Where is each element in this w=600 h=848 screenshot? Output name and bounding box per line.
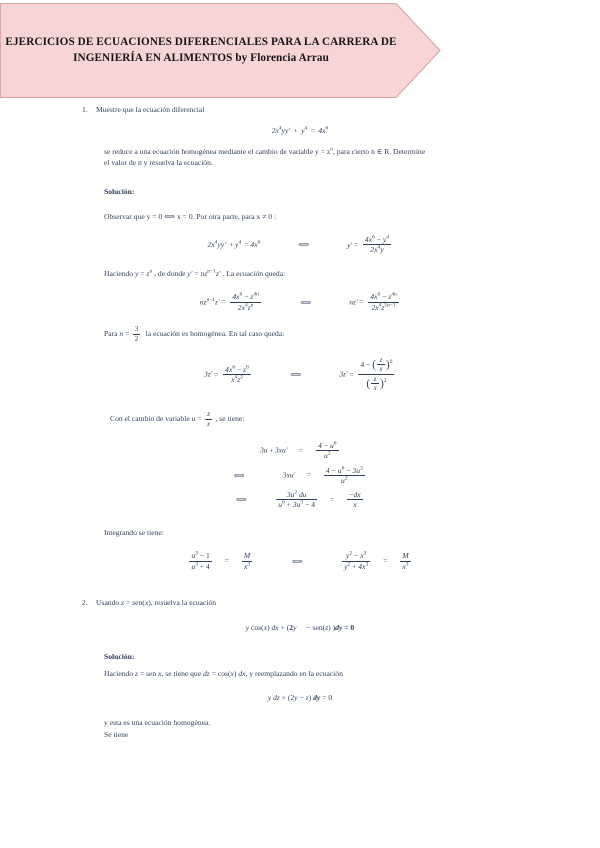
document-body [0,104,600,741]
problem-1-line-2: Para n = $\frac{3}{2}$ la ecuación es homogénea. En tal caso queda: [104,325,285,343]
problem-2-solucion-label: Solución: [104,651,135,661]
problem-1-eq7-right: $\frac{y^2 - x^3}{y^2 + 4x^3}$ = $\frac{M}{x^3}$ [344,550,409,571]
problem-1-eq2-right: nz′ = $\frac{4x^6 - z^{4n}}{2x^4z^{5n-1}}$ [349,291,397,312]
problem-2-statement: Usando z = sen(x), resuelva la ecuación [96,598,217,608]
problem-1-eq6: ⟺ $\frac{3u^2 du}{u^6 + 3u^3 - 4}$ = $\frac{-dx}{x}$ [235,489,361,510]
problem-1-cont-text-a: se reduce a una ecuación homogénea mediante el cambio de variable y = z [104,146,331,156]
iff-symbol-5: ⟺ [235,495,247,505]
banner-title-line2: INGENIERÍA EN ALIMENTOS by Florencia Arrau [73,51,329,64]
problem-2-equation: y cos(x) dx + (2y − sen(z) )dy = 0 [245,623,355,633]
problem-1-number: 1. [82,105,88,114]
problem-1-continuation: se reduce a una ecuación homogénea mediante el cambio de variable $y = z^n$, para cierto n ∈ R. Determine [104,146,426,156]
problem-1-continuation-2: el valor de n y resuelva la ecuación. [104,158,213,168]
banner-title [0,3,400,98]
problem-1-eq1 [0,236,600,256]
problem-2 [0,597,600,609]
problem-2-line-3: Se tiene [104,729,129,739]
problem-2-number: 2. [82,598,88,608]
problem-1-cont-text-b: , para cierto n ∈ R. Determine [333,146,426,156]
problem-1-eq2 [0,293,600,313]
problem-1-eq3-left: 3z′ = $\frac{4x^6 - z^6}{x^4z^2}$ [204,364,249,385]
problem-1-eq7 [0,552,600,572]
problem-1-statement: Muestre que la ecuación diferencial [96,105,205,114]
problem-1-eq2-left: $nz^{n-1}z'$ = $\frac{4x^6 - z^{4n}}{2x^4z^n}$ [199,291,259,312]
problem-1-eq1-left: $2x^4yy' + y^4 = 4x^6$ [207,239,261,250]
header-banner [0,3,441,98]
problem-1-eq4: 3u + 3xu′ = $\frac{4 - u^6}{u^2}$ [259,440,337,461]
problem-1-solucion-label: Solución: [104,187,135,197]
problem-1-line-1: Haciendo $y = z^n$ , de donde $y' = nz^{n-1}z'$ . La ecuación queda: [104,268,286,279]
banner-title-line1: EJERCICIOS DE ECUACIONES DIFERENCIALES PARA LA CARRERA DE [5,35,397,48]
iff-symbol: ⟺ [298,240,310,250]
problem-1-line-0: Observar que y = 0 ⟺ x = 0. Por otra parte, para x ≠ 0 : [104,211,277,221]
problem-1-eq7-left: $\frac{u^3 - 1}{u^3 + 4}$ = $\frac{M}{x^3}$ [191,550,251,571]
iff-symbol-2: ⟺ [300,297,312,307]
iff-symbol-6: ⟺ [291,556,303,566]
problem-1-line-3: Con el cambio de variable u = $\frac{z}{x}$ , se tiene: [110,410,245,428]
problem-1-line-4: Integrando se tiene: [104,527,164,537]
problem-2-line-1: Haciendo z = sen x, se tiene que dz = cos(x) dx, y reemplazando en la ecuación [104,668,343,678]
problem-1-eq1-right: y′ = $\frac{4x^6 - y^4}{2x^4y}$ [347,234,389,255]
problem-1 [0,104,600,116]
problem-1-eq5: ⟺ 3xu′ = $\frac{4 - u^6 - 3u^3}{u^2}$ [233,465,363,485]
problem-2-eq1: y dz + (2y − z) dy = 0 [267,693,333,703]
problem-1-eq3 [0,356,600,393]
problem-1-eq3-right: 3z′ = 4 − ( $\frac{z}{x}$ )$^6$ ( $\frac{z}{x}$ )$^2$ [339,355,393,393]
problem-2-line-2: y esta es una ecuación homogénea. [104,718,211,728]
iff-symbol-3: ⟺ [290,370,302,380]
iff-symbol-4: ⟺ [233,470,245,480]
problem-1-equation: $2x^4yy' + y^4 = 4x^6$ [271,125,329,135]
